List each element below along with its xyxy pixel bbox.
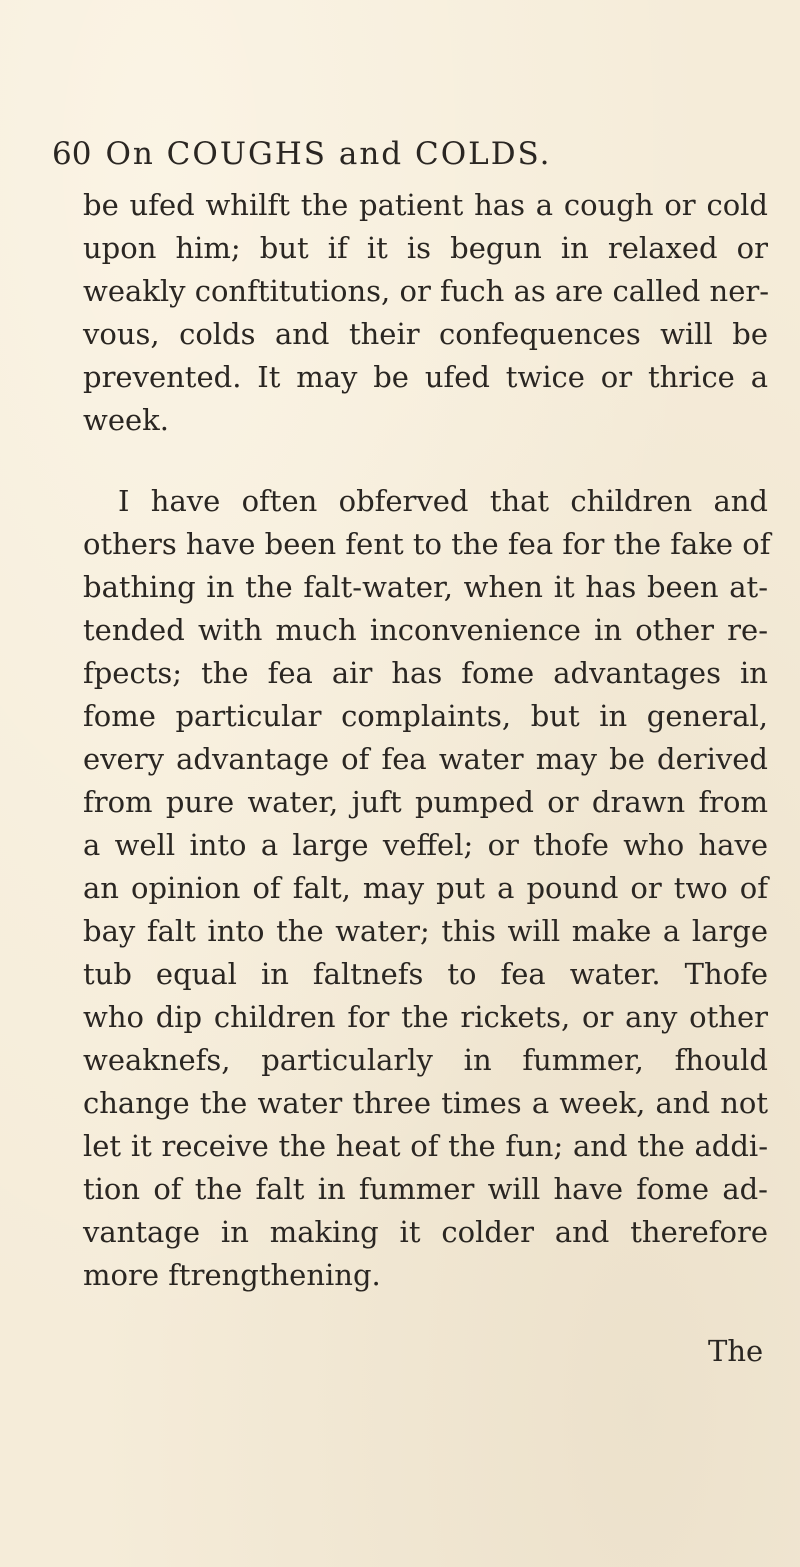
text-line: weaknefs, particularly in fummer, fhould — [83, 1043, 768, 1077]
text-line: weakly conftitutions, or fuch as are called ner- — [83, 274, 770, 308]
running-title: On COUGHS and COLDS. — [105, 136, 552, 172]
text-line: let it receive the heat of the fun; and the addi- — [83, 1129, 768, 1163]
text-line: a well into a large veffel; or thofe who have — [83, 828, 768, 862]
text-line: fome particular complaints, but in general, — [83, 699, 768, 733]
text-line: change the water three times a week, and not — [83, 1086, 768, 1120]
text-line: others have been fent to the fea for the fake of — [83, 527, 771, 561]
text-line: vantage in making it colder and therefore — [83, 1215, 768, 1249]
text-line: bathing in the falt-water, when it has been at- — [83, 570, 768, 604]
text-line: more ftrengthening. — [83, 1258, 381, 1292]
text-line: week. — [83, 403, 169, 437]
text-line: be ufed whilft the patient has a cough or cold — [83, 188, 768, 222]
text-line: from pure water, juft pumped or drawn from — [83, 785, 768, 819]
text-line: who dip children for the rickets, or any other — [83, 1000, 768, 1034]
page-number: 60 — [52, 136, 92, 172]
text-line: every advantage of fea water may be derived — [83, 742, 768, 776]
text-line: an opinion of falt, may put a pound or two of — [83, 871, 768, 905]
text-line: tended with much inconvenience in other re- — [83, 613, 768, 647]
text-line: tion of the falt in fummer will have fome ad- — [83, 1172, 768, 1206]
catchword: The — [708, 1334, 764, 1368]
running-head — [52, 134, 552, 174]
text-line: prevented. It may be ufed twice or thrice a — [83, 360, 768, 394]
text-line: tub equal in faltnefs to fea water. Thofe — [83, 957, 768, 991]
text-line: fpects; the fea air has fome advantages in — [83, 656, 768, 690]
text-line: upon him; but if it is begun in relaxed or — [83, 231, 768, 265]
text-line: bay falt into the water; this will make a large — [83, 914, 768, 948]
text-line: vous, colds and their confequences will be — [83, 317, 768, 351]
text-line: I have often obferved that children and — [118, 484, 768, 518]
